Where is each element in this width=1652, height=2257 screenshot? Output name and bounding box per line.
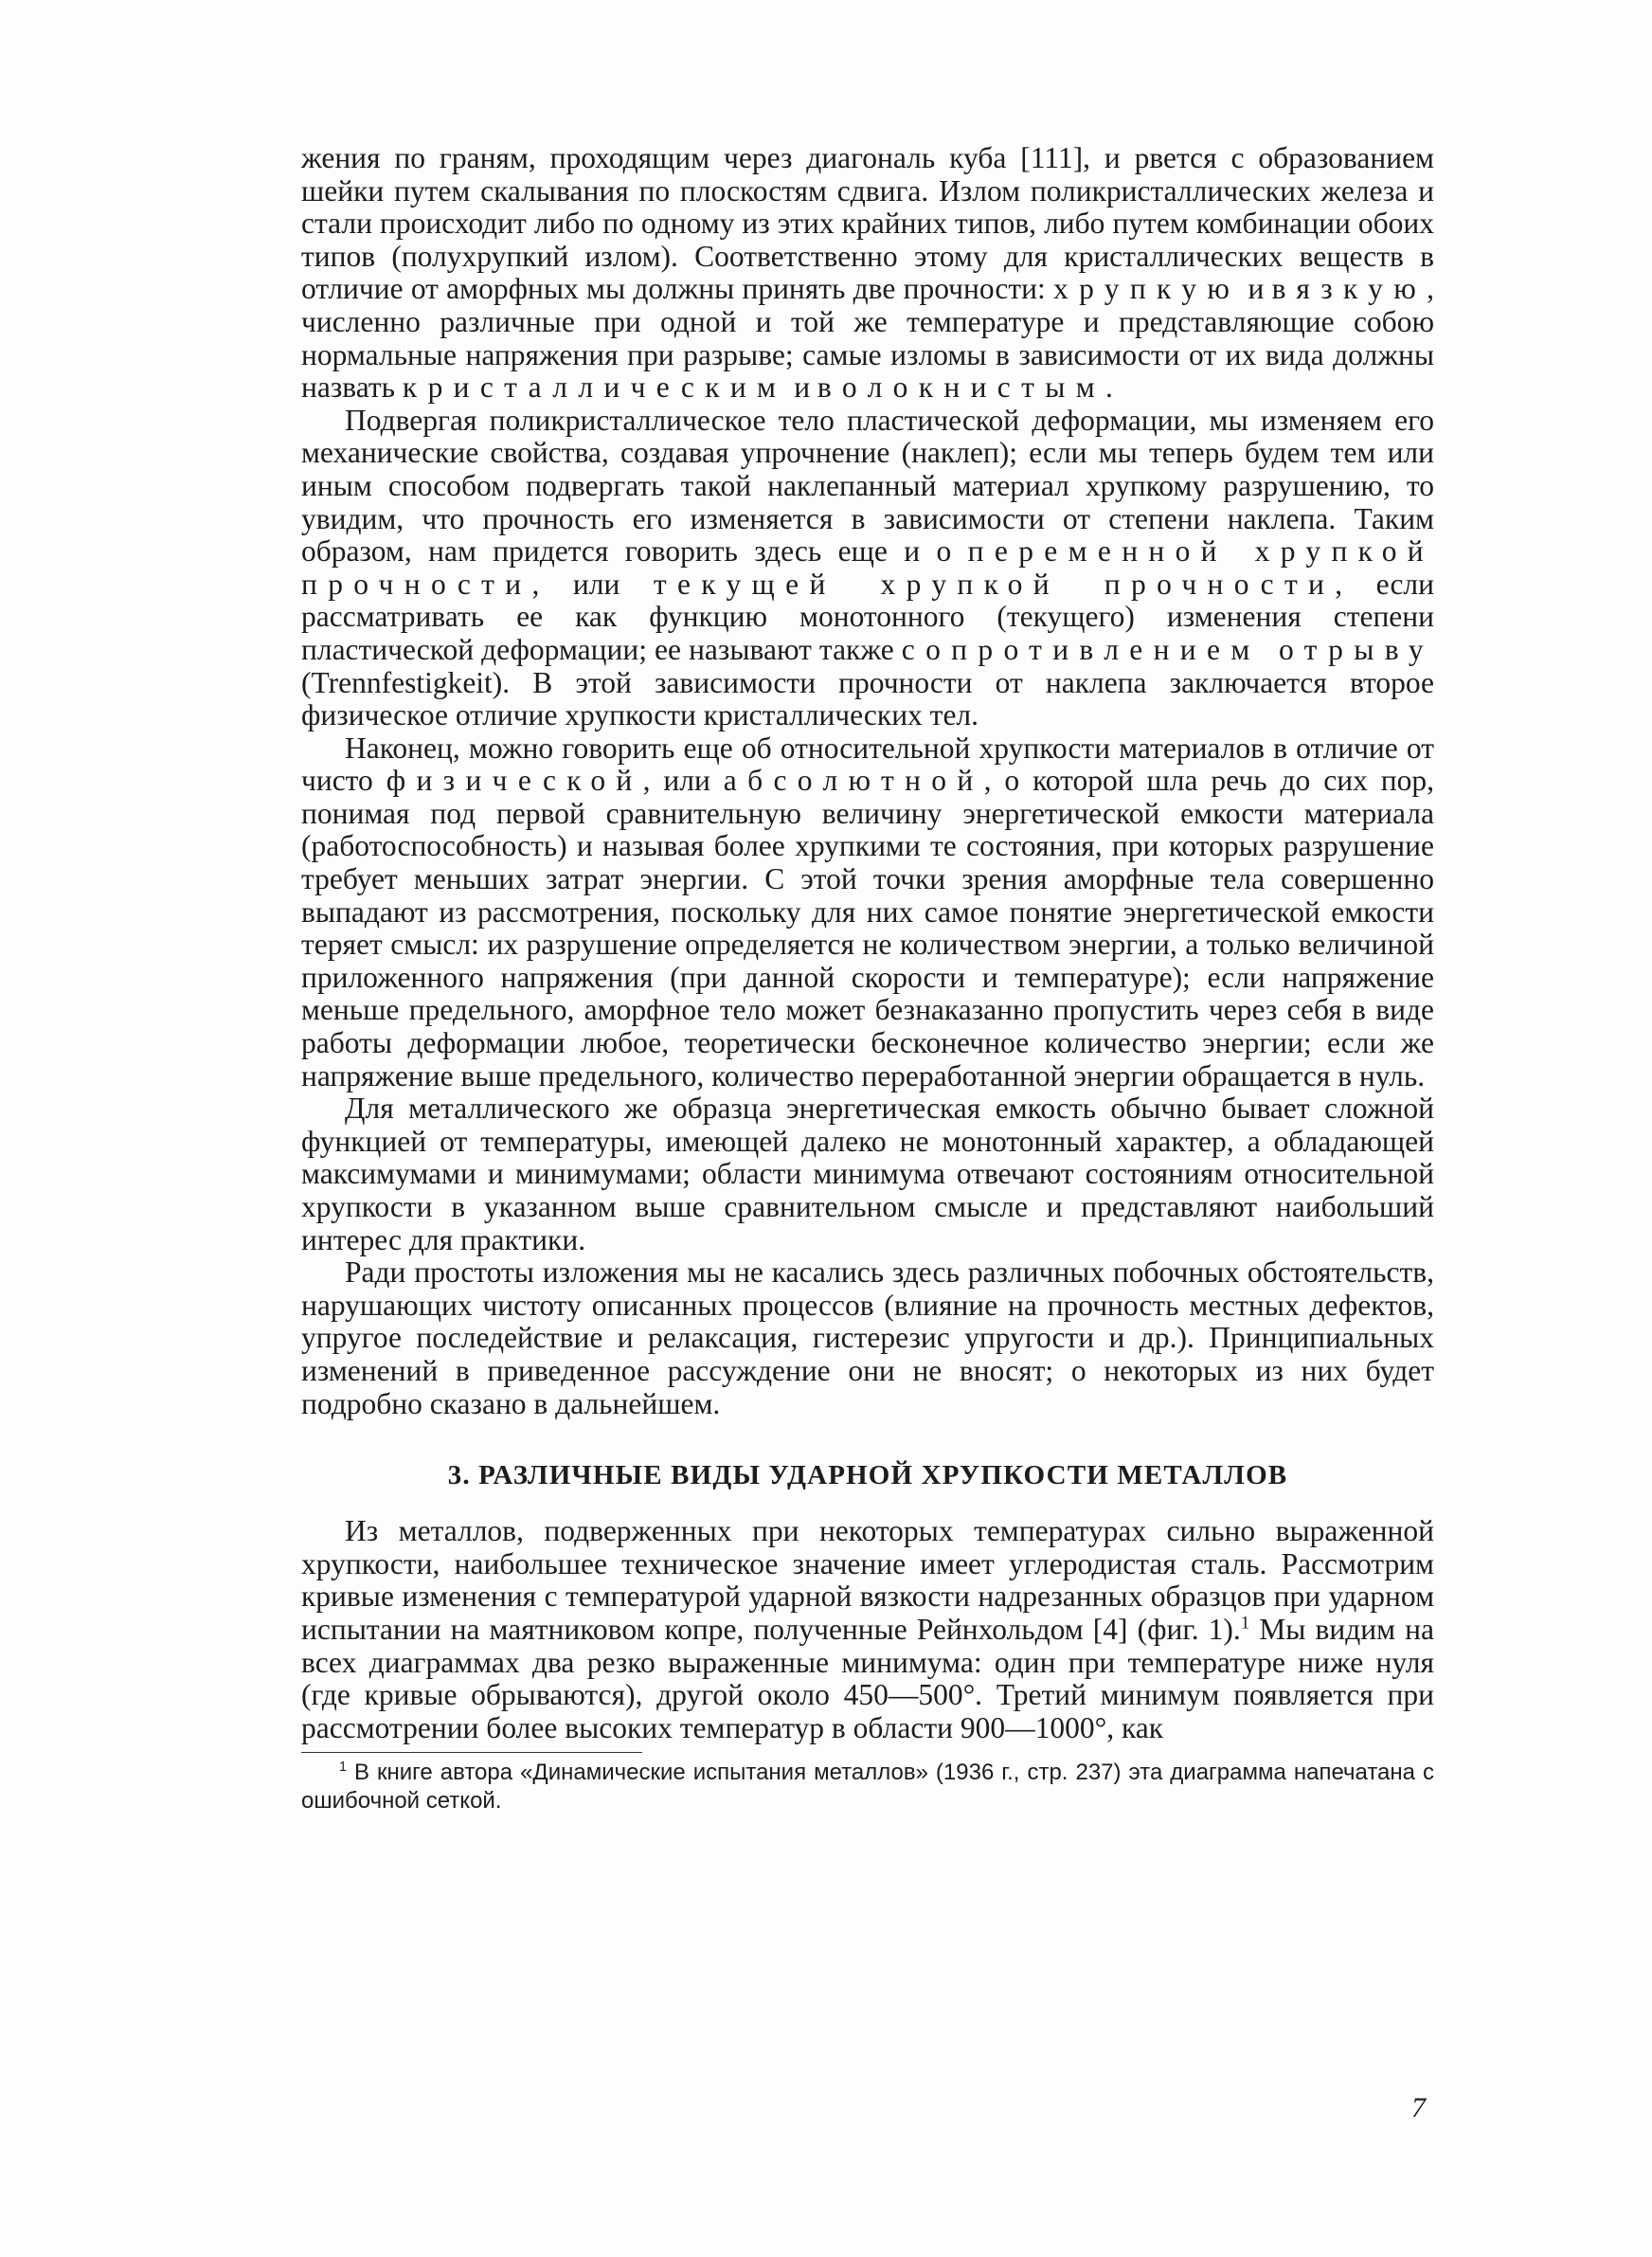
- paragraph-text: , или: [642, 764, 724, 798]
- paragraph-text: Подвергая поликристаллическое тело пластической деформации, мы изменяем его механические свойства, создавая упрочнение (наклеп); если мы теперь будем тем или иным способом подвергать такой наклепанный материал хрупкому разрушению, то увидим, что прочность его изменяется в зависимости от степени наклепа. Таким образом, нам придется говорить здесь еще и о: [301, 403, 1434, 569]
- paragraph-text: , или: [531, 567, 654, 601]
- paragraph-text: и: [786, 370, 817, 405]
- section-paragraph: [301, 1515, 1434, 1744]
- section-paragraph-text-1: Из металлов, подверженных при некоторых температурах сильно выраженной хрупкости, наибольшее техническое значение имеет углеродистая сталь. Рассмотрим кривые изменения с температурой ударной вязкости надрезанных образцов при ударном испытании на маятниковом копре, полученные Рейнхольдом [4] (фиг. 1).: [301, 1514, 1434, 1646]
- body-paragraphs: [301, 142, 1434, 1420]
- spaced-emphasis: переменной хрупкой прочности: [301, 534, 1435, 601]
- paragraph-text: .: [1105, 370, 1113, 405]
- spaced-emphasis: физической: [386, 764, 643, 798]
- paragraph-1: [301, 142, 1434, 405]
- paragraph-text: и: [1240, 272, 1272, 306]
- footnote: [301, 1759, 1434, 1815]
- paragraph-text: , численно различные при одной и той же температуре и представляющие собою нормальные напряжения при разрыве; самые изломы в зависимости от их вида должны назвать: [301, 272, 1435, 405]
- paragraph-3: [301, 732, 1434, 1093]
- section-paragraph-text-2: Мы видим на всех диаграммах два резко выраженные минимума: один при температуре ниже нуля (где кривые обрываются), другой около 450—500°. Третий минимум появляется при рассмотрении более высоких температур в области 900—1000°, как: [301, 1612, 1434, 1744]
- paragraph-5: [301, 1256, 1434, 1420]
- spaced-emphasis: хрупкую: [1052, 272, 1241, 306]
- paragraph-text: Для металлического же образца энергетическая емкость обычно бывает сложной функцией от температуры, имеющей далеко не монотонный характер, а обладающей максимумами и минимумами; области минимума отвечают состояниям относительной хрупкости в указанном выше сравнительном смысле и представляют наибольший интерес для практики.: [301, 1092, 1434, 1256]
- spaced-emphasis: абсолютной: [723, 764, 984, 798]
- spaced-emphasis: вязкую: [1271, 272, 1428, 306]
- spaced-emphasis: сопротивлением отрыву: [901, 632, 1434, 666]
- paragraph-text: Наконец, можно говорить еще об относительной хрупкости материалов в отличие от чисто: [301, 731, 1434, 798]
- paragraph-2: [301, 405, 1434, 732]
- paragraph-text: , если рассматривать ее как функцию монотонного (текущего) изменения степени пластической деформации; ее называют также: [301, 567, 1435, 666]
- section-heading: 3. РАЗЛИЧНЫЕ ВИДЫ УДАРНОЙ ХРУПКОСТИ МЕТАЛЛОВ: [447, 1460, 1288, 1491]
- footnote-divider: [301, 1752, 642, 1753]
- paragraph-text: (Trennfestigkeit). В этой зависимости прочности от наклепа заключается второе физическое отличие хрупкости кристаллических тел.: [301, 665, 1434, 732]
- paragraph-text: , о которой шла речь до сих пор, понимая под первой сравнительную величину энергетической емкости материала (работоспособность) и называя более хрупкими те состояния, при которых разрушение требует меньших затрат энергии. С этой точки зрения аморфные тела совершенно выпадают из рассмотрения, поскольку для них самое понятие энергетической емкости теряет смысл: их разрушение определяется не количеством энергии, а только величиной приложенного напряжения (при данной скорости и температуре); если напряжение меньше предельного, аморфное тело может безнаказанно пропустить через себя в виде работы деформации любое, теоретически бесконечное количество энергии; если же напряжение выше предельного, количество переработанной энергии обращается в нуль.: [301, 764, 1434, 1092]
- paragraph-text: Ради простоты изложения мы не касались здесь различных побочных обстоятельств, нарушающих чистоту описанных процессов (влияние на прочность местных дефектов, упругое последействие и релаксация, гистерезис упругости и др.). Принципиальных изменений в приведенное рассуждение они не вносят; о некоторых из них будет подробно сказано в дальнейшем.: [301, 1255, 1434, 1420]
- footnote-reference: 1: [1240, 1613, 1250, 1634]
- page-number: 7: [1411, 2092, 1426, 2123]
- spaced-emphasis: волокнистым: [817, 370, 1105, 405]
- paragraph-4: [301, 1092, 1434, 1256]
- footnote-text: В книге автора «Динамические испытания металлов» (1936 г., стр. 237) эта диаграмма напечатана с ошибочной сеткой.: [301, 1760, 1434, 1815]
- spaced-emphasis: текущей хрупкой прочности: [653, 567, 1336, 601]
- page-text: [301, 142, 1434, 1815]
- footnote-mark: 1: [339, 1760, 348, 1776]
- spaced-emphasis: кристаллическим: [402, 370, 787, 405]
- paragraph-text: жения по граням, проходящим через диагональ куба [111], и рвется с образованием шейки путем скалывания по плоскостям сдвига. Излом поликристаллических железа и стали происходит либо по одному из этих крайних типов, либо путем комбинации обоих типов (полухрупкий излом). Соответственно этому для кристаллических веществ в отличие от аморфных мы должны принять две прочности:: [301, 141, 1434, 306]
